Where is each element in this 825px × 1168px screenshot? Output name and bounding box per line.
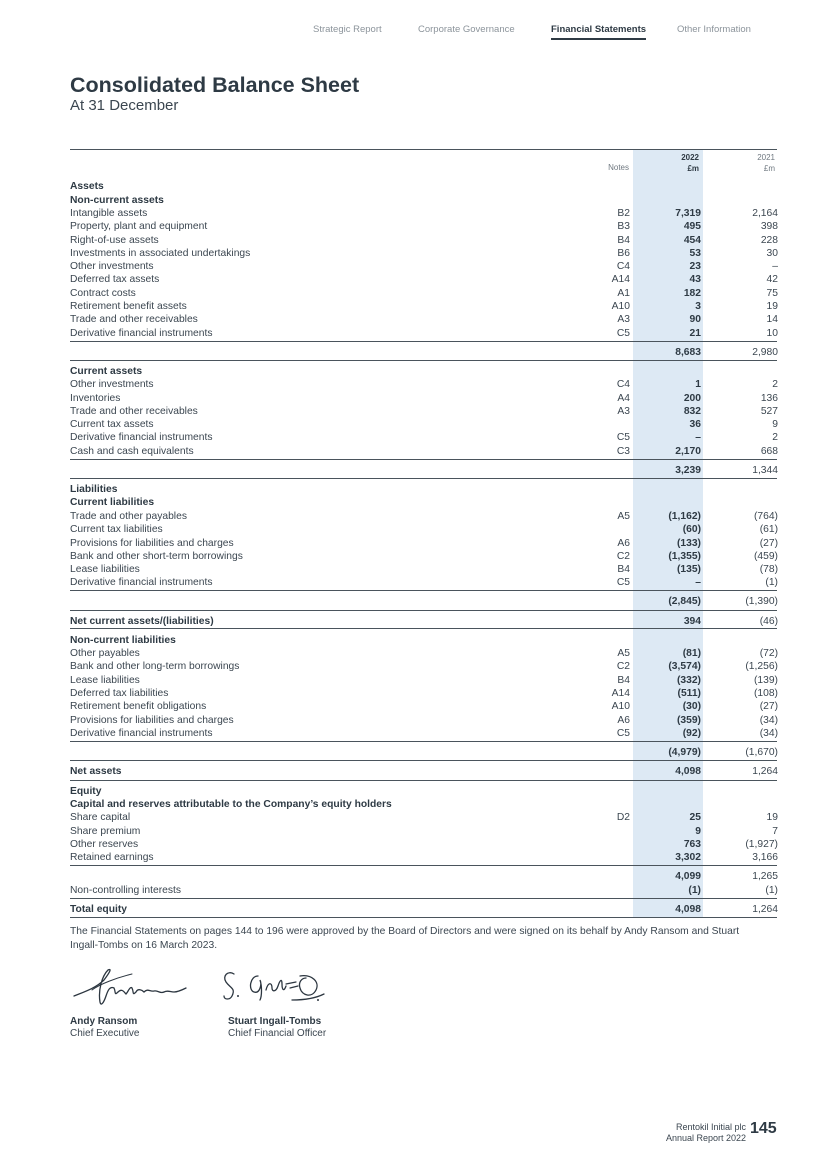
footer-report-info: [666, 1122, 746, 1144]
table-row: [70, 903, 778, 916]
value-2021: (764): [753, 511, 778, 522]
value-2021: 527: [760, 406, 778, 417]
value-2022: 23: [689, 261, 701, 272]
table-row: [70, 634, 778, 647]
row-label: Bank and other short-term borrowings: [70, 551, 243, 562]
year-2021-label: 2021: [757, 153, 775, 162]
row-label: Capital and reserves attributable to the Company’s equity holders: [70, 799, 392, 810]
row-label: Other payables: [70, 648, 140, 659]
value-2021: 7: [772, 826, 778, 837]
row-label: Deferred tax assets: [70, 274, 160, 285]
value-2022: 4,098: [675, 904, 701, 915]
value-2021: (72): [759, 648, 778, 659]
row-label: Net current assets/(liabilities): [70, 616, 214, 627]
value-2022: 8,683: [675, 347, 701, 358]
row-label: Non-controlling interests: [70, 885, 182, 896]
value-2022: 4,099: [675, 871, 701, 882]
table-row: [70, 674, 778, 687]
value-2022: (1): [688, 885, 701, 896]
table-row: [70, 523, 778, 536]
value-2022: (4,979): [668, 747, 701, 758]
row-label: Inventories: [70, 393, 121, 404]
value-2022: 1: [695, 379, 701, 390]
row-note: A3: [617, 406, 630, 417]
value-2021: 2,164: [752, 208, 778, 219]
value-2021: (27): [759, 538, 778, 549]
row-note: C4: [616, 261, 630, 272]
row-label: Current liabilities: [70, 497, 155, 508]
table-row: [70, 537, 778, 550]
value-2021: (61): [759, 524, 778, 535]
signatory-role-1: Chief Executive: [70, 1028, 140, 1039]
table-rule: [70, 628, 777, 629]
table-row: [70, 194, 778, 207]
table-row: [70, 714, 778, 727]
value-2021: 2: [772, 379, 778, 390]
row-label: Deferred tax liabilities: [70, 688, 169, 699]
year-2021-column-header: [757, 152, 775, 174]
value-2022: 21: [689, 328, 701, 339]
nav-financial-statements[interactable]: Financial Statements: [551, 24, 647, 35]
value-2021: (34): [759, 728, 778, 739]
value-2021: (139): [753, 675, 778, 686]
footer-company: Rentokil Initial plc: [675, 1122, 746, 1132]
table-rule: [70, 780, 777, 781]
row-label: Intangible assets: [70, 208, 148, 219]
value-2021: (1): [765, 885, 778, 896]
row-note: C5: [616, 728, 630, 739]
value-2021: 2: [772, 432, 778, 443]
table-row: [70, 234, 778, 247]
row-note: A5: [617, 648, 630, 659]
andy-ransom-signature: [70, 962, 192, 1010]
row-note: A5: [617, 511, 630, 522]
value-2022: 2,170: [675, 446, 701, 457]
table-row: [70, 700, 778, 713]
table-rule: [70, 590, 777, 591]
page-subtitle: At 31 December: [70, 97, 179, 114]
table-rule: [70, 898, 777, 899]
row-label: Derivative financial instruments: [70, 728, 213, 739]
row-label: Share premium: [70, 826, 141, 837]
value-2022: (81): [682, 648, 701, 659]
row-note: B6: [617, 248, 630, 259]
table-row: [70, 825, 778, 838]
row-note: C5: [616, 328, 630, 339]
value-2021: (34): [759, 715, 778, 726]
value-2021: –: [772, 261, 778, 272]
table-rule: [70, 865, 777, 866]
table-rule: [70, 741, 777, 742]
row-label: Lease liabilities: [70, 675, 140, 686]
value-2022: 43: [689, 274, 701, 285]
value-2022: 53: [689, 248, 701, 259]
table-row: [70, 687, 778, 700]
row-note: B4: [617, 675, 630, 686]
value-2021: (1,927): [745, 839, 778, 850]
row-label: Contract costs: [70, 288, 136, 299]
row-note: C3: [616, 446, 630, 457]
value-2021: 1,265: [752, 871, 778, 882]
table-row: [70, 615, 778, 628]
row-label: Non-current liabilities: [70, 635, 176, 646]
subtotal-row: [70, 464, 778, 477]
table-row: [70, 785, 778, 798]
value-2022: 394: [683, 616, 701, 627]
value-2022: 832: [683, 406, 701, 417]
table-row: [70, 811, 778, 824]
row-note: C5: [616, 432, 630, 443]
row-label: Right-of-use assets: [70, 235, 159, 246]
row-label: Provisions for liabilities and charges: [70, 538, 234, 549]
value-2022: (92): [682, 728, 701, 739]
row-note: A10: [611, 701, 630, 712]
value-2021: (1,256): [745, 661, 778, 672]
value-2021: 19: [766, 301, 778, 312]
approval-statement: The Financial Statements on pages 144 to 196 were approved by the Board of Directors and were signed on its behalf by Andy Ransom and Stuart Ingall-Tombs on 16 March 2023.: [70, 926, 740, 951]
value-2021: 10: [766, 328, 778, 339]
value-2022: 4,098: [675, 766, 701, 777]
value-2021: (1): [765, 577, 778, 588]
row-label: Other investments: [70, 379, 154, 390]
value-2021: 136: [760, 393, 778, 404]
row-label: Share capital: [70, 812, 131, 823]
row-note: A14: [611, 688, 630, 699]
nav-corporate-governance[interactable]: Corporate Governance: [418, 24, 515, 35]
row-note: C4: [616, 379, 630, 390]
signatory-role-2: Chief Financial Officer: [228, 1028, 327, 1039]
table-top-rule: [70, 149, 777, 150]
value-2022: (133): [676, 538, 701, 549]
row-label: Bank and other long-term borrowings: [70, 661, 240, 672]
table-row: [70, 180, 778, 193]
row-label: Derivative financial instruments: [70, 577, 213, 588]
table-row: [70, 431, 778, 444]
row-label: Cash and cash equivalents: [70, 446, 194, 457]
year-2022-unit: £m: [687, 164, 699, 173]
value-2022: 36: [689, 419, 701, 430]
row-label: Investments in associated undertakings: [70, 248, 251, 259]
row-label: Current tax assets: [70, 419, 154, 430]
row-note: A6: [617, 538, 630, 549]
subtotal-row: [70, 346, 778, 359]
value-2021: (459): [753, 551, 778, 562]
value-2022: (30): [682, 701, 701, 712]
year-2021-unit: £m: [763, 164, 775, 173]
row-label: Net assets: [70, 766, 122, 777]
value-2021: 398: [760, 221, 778, 232]
page-title: Consolidated Balance Sheet: [70, 73, 360, 97]
value-2021: 42: [766, 274, 778, 285]
table-rule: [70, 459, 777, 460]
value-2021: 14: [766, 314, 778, 325]
row-label: Current assets: [70, 366, 143, 377]
value-2021: 2,980: [752, 347, 778, 358]
row-label: Trade and other receivables: [70, 406, 198, 417]
table-row: [70, 647, 778, 660]
table-row: [70, 445, 778, 458]
notes-column-header: Notes: [608, 163, 629, 172]
value-2022: (1,162): [668, 511, 701, 522]
row-note: C2: [616, 661, 630, 672]
row-note: D2: [616, 812, 630, 823]
value-2022: 763: [683, 839, 701, 850]
table-rule: [70, 478, 777, 479]
table-row: [70, 220, 778, 233]
row-note: A3: [617, 314, 630, 325]
value-2021: 228: [760, 235, 778, 246]
value-2022: (359): [676, 715, 701, 726]
table-row: [70, 327, 778, 340]
value-2021: 1,264: [752, 766, 778, 777]
row-label: Non-current assets: [70, 195, 164, 206]
table-row: [70, 660, 778, 673]
table-row: [70, 365, 778, 378]
row-note: A10: [611, 301, 630, 312]
row-label: Property, plant and equipment: [70, 221, 208, 232]
row-label: Retirement benefit obligations: [70, 701, 207, 712]
table-row: [70, 550, 778, 563]
row-label: Derivative financial instruments: [70, 432, 213, 443]
row-label: Trade and other payables: [70, 511, 187, 522]
table-row: [70, 287, 778, 300]
table-row: [70, 483, 778, 496]
value-2021: 30: [766, 248, 778, 259]
row-label: Assets: [70, 181, 104, 192]
table-rule: [70, 917, 777, 918]
value-2022: (60): [682, 524, 701, 535]
row-note: B4: [617, 235, 630, 246]
value-2022: 7,319: [675, 208, 701, 219]
value-2021: (46): [759, 616, 778, 627]
row-note: A6: [617, 715, 630, 726]
row-label: Provisions for liabilities and charges: [70, 715, 234, 726]
table-row: [70, 418, 778, 431]
row-label: Derivative financial instruments: [70, 328, 213, 339]
value-2021: (27): [759, 701, 778, 712]
row-note: A14: [611, 274, 630, 285]
row-label: Trade and other receivables: [70, 314, 198, 325]
row-note: B2: [617, 208, 630, 219]
value-2022: 200: [683, 393, 701, 404]
subtotal-row: [70, 746, 778, 759]
table-row: [70, 273, 778, 286]
table-row: [70, 563, 778, 576]
row-label: Retirement benefit assets: [70, 301, 187, 312]
value-2022: 3,302: [675, 852, 701, 863]
value-2021: 1,264: [752, 904, 778, 915]
value-2022: 182: [683, 288, 701, 299]
value-2022: 9: [695, 826, 701, 837]
nav-other-information[interactable]: Other Information: [677, 24, 751, 35]
table-row: [70, 727, 778, 740]
value-2022: (3,574): [668, 661, 701, 672]
value-2022: (332): [676, 675, 701, 686]
table-row: [70, 576, 778, 589]
nav-strategic-report[interactable]: Strategic Report: [313, 24, 382, 35]
row-label: Lease liabilities: [70, 564, 140, 575]
table-row: [70, 207, 778, 220]
table-row: [70, 405, 778, 418]
value-2021: (108): [753, 688, 778, 699]
table-row: [70, 765, 778, 778]
value-2022: 3: [695, 301, 701, 312]
row-note: A1: [617, 288, 630, 299]
year-2022-label: 2022: [681, 153, 699, 162]
subtotal-row: [70, 595, 778, 608]
value-2021: 668: [760, 446, 778, 457]
table-row: [70, 496, 778, 509]
table-rule: [70, 610, 777, 611]
table-row: [70, 851, 778, 864]
table-row: [70, 884, 778, 897]
value-2021: 9: [772, 419, 778, 430]
value-2021: 75: [766, 288, 778, 299]
table-row: [70, 510, 778, 523]
value-2022: 495: [683, 221, 701, 232]
table-rule: [70, 760, 777, 761]
table-rule: [70, 360, 777, 361]
value-2021: 19: [766, 812, 778, 823]
value-2022: 90: [689, 314, 701, 325]
subtotal-row: [70, 870, 778, 883]
value-2021: 1,344: [752, 465, 778, 476]
row-label: Other investments: [70, 261, 154, 272]
row-note: C5: [616, 577, 630, 588]
signatory-name-1: Andy Ransom: [70, 1016, 138, 1027]
table-row: [70, 838, 778, 851]
value-2022: (1,355): [668, 551, 701, 562]
page-number: 145: [750, 1120, 777, 1137]
value-2022: 454: [683, 235, 701, 246]
row-label: Retained earnings: [70, 852, 154, 863]
value-2021: (78): [759, 564, 778, 575]
row-note: A4: [617, 393, 630, 404]
value-2022: (511): [677, 688, 701, 699]
row-note: B4: [617, 564, 630, 575]
table-rule: [70, 341, 777, 342]
row-label: Current tax liabilities: [70, 524, 163, 535]
row-label: Equity: [70, 786, 102, 797]
row-note: C2: [616, 551, 630, 562]
row-note: B3: [617, 221, 630, 232]
table-row: [70, 313, 778, 326]
row-label: Total equity: [70, 904, 128, 915]
stuart-ingall-tombs-signature: [220, 966, 330, 1010]
table-row: [70, 260, 778, 273]
value-2022: 25: [689, 812, 701, 823]
value-2022: (2,845): [668, 596, 701, 607]
table-row: [70, 300, 778, 313]
table-row: [70, 247, 778, 260]
table-row: [70, 798, 778, 811]
table-row: [70, 378, 778, 391]
table-row: [70, 392, 778, 405]
row-label: Other reserves: [70, 839, 139, 850]
value-2021: (1,390): [745, 596, 778, 607]
value-2022: 3,239: [675, 465, 701, 476]
year-2022-column-header: [681, 152, 699, 174]
footer-report: Annual Report 2022: [665, 1133, 746, 1143]
value-2021: (1,670): [745, 747, 778, 758]
row-label: Liabilities: [70, 484, 118, 495]
value-2022: (135): [676, 564, 701, 575]
value-2022: –: [695, 577, 701, 588]
top-navigation: [0, 24, 825, 44]
value-2022: –: [695, 432, 701, 443]
signatory-name-2: Stuart Ingall-Tombs: [228, 1016, 322, 1027]
value-2021: 3,166: [752, 852, 778, 863]
